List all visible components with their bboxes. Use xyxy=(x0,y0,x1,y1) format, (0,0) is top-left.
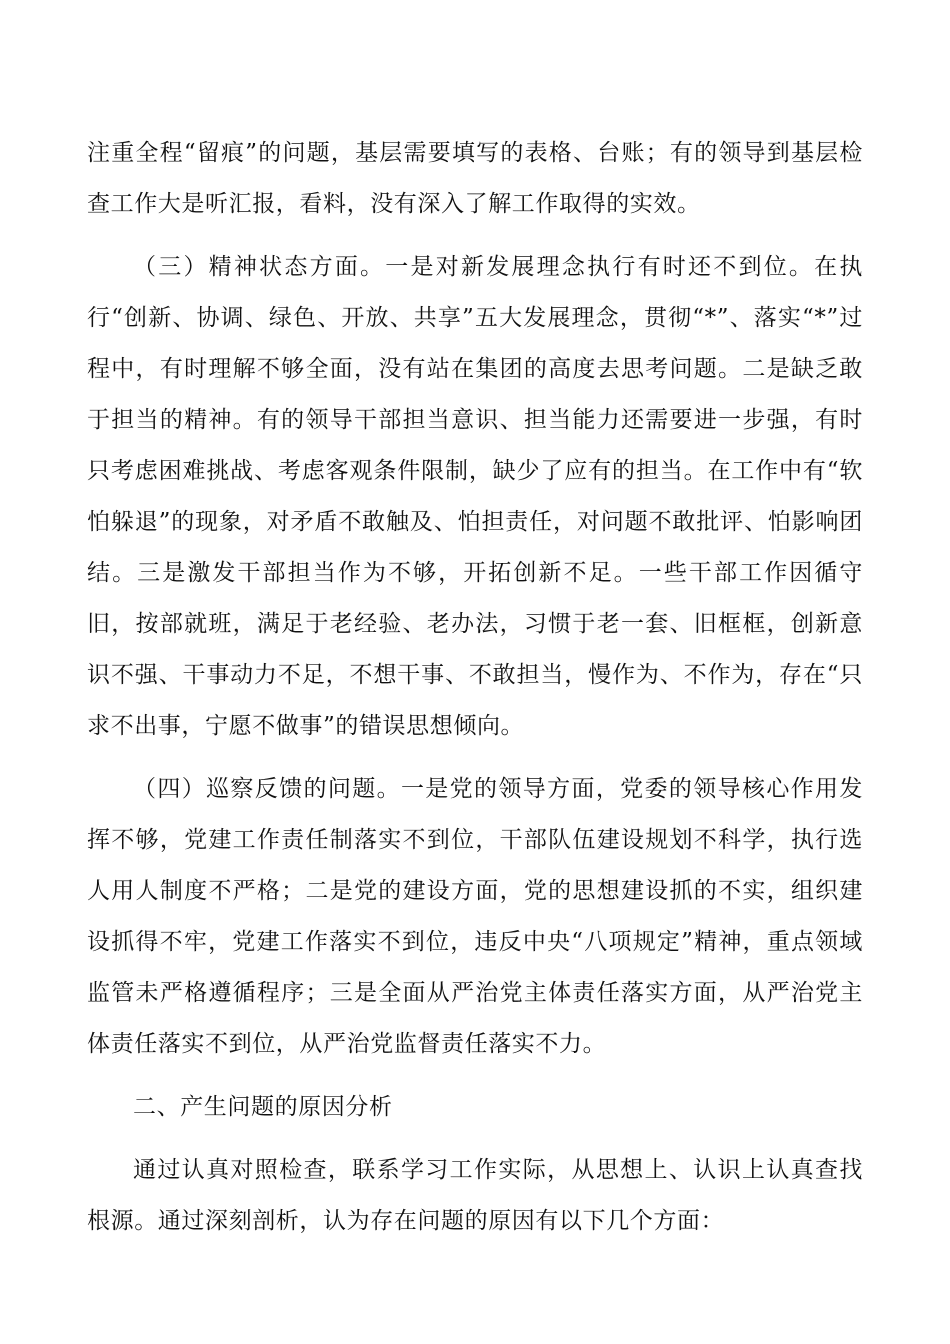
section-heading-cause-analysis: 二、产生问题的原因分析 xyxy=(133,1094,393,1120)
paragraph-inspection-feedback: （四）巡察反馈的问题。一是党的领导方面，党委的领导核心作用发挥不够，党建工作责任制落实不到位，干部队伍建设规划不科学，执行选人用人制度不严格；二是党的建设方面，党的思想建设抓的不实，组织建设抓得不牢，党建工作落实不到位，违反中央“八项规定”精神，重点领域监管未严格遵循程序；三是全面从严治党主体责任落实方面，从严治党主体责任落实不到位，从严治党监督责任落实不力。 xyxy=(87,776,863,1057)
paragraph-spirit-state: （三）精神状态方面。一是对新发展理念执行有时还不到位。在执行“创新、协调、绿色、开放、共享”五大发展理念，贯彻“*”、落实“*”过程中，有时理解不够全面，没有站在集团的高度去思考问题。二是缺乏敢于担当的精神。有的领导干部担当意识、担当能力还需要进一步强，有时只考虑困难挑战、考虑客观条件限制，缺少了应有的担当。在工作中有“软怕躲退”的现象，对矛盾不敢触及、怕担责任，对问题不敢批评、怕影响团结。三是激发干部担当作为不够，开拓创新不足。一些干部工作因循守旧，按部就班，满足于老经验、老办法，习惯于老一套、旧框框，创新意识不强、干事动力不足，不想干事、不敢担当，慢作为、不作为，存在“只求不出事，宁愿不做事”的错误思想倾向。 xyxy=(87,254,863,739)
document-body xyxy=(87,128,863,1247)
paragraph-cause-intro: 通过认真对照检查，联系学习工作实际，从思想上、认识上认真查找根源。通过深刻剖析，认为存在问题的原因有以下几个方面： xyxy=(87,1157,863,1234)
paragraph-continuation: 注重全程“留痕”的问题，基层需要填写的表格、台账；有的领导到基层检查工作大是听汇报，看料，没有深入了解工作取得的实效。 xyxy=(87,140,863,217)
